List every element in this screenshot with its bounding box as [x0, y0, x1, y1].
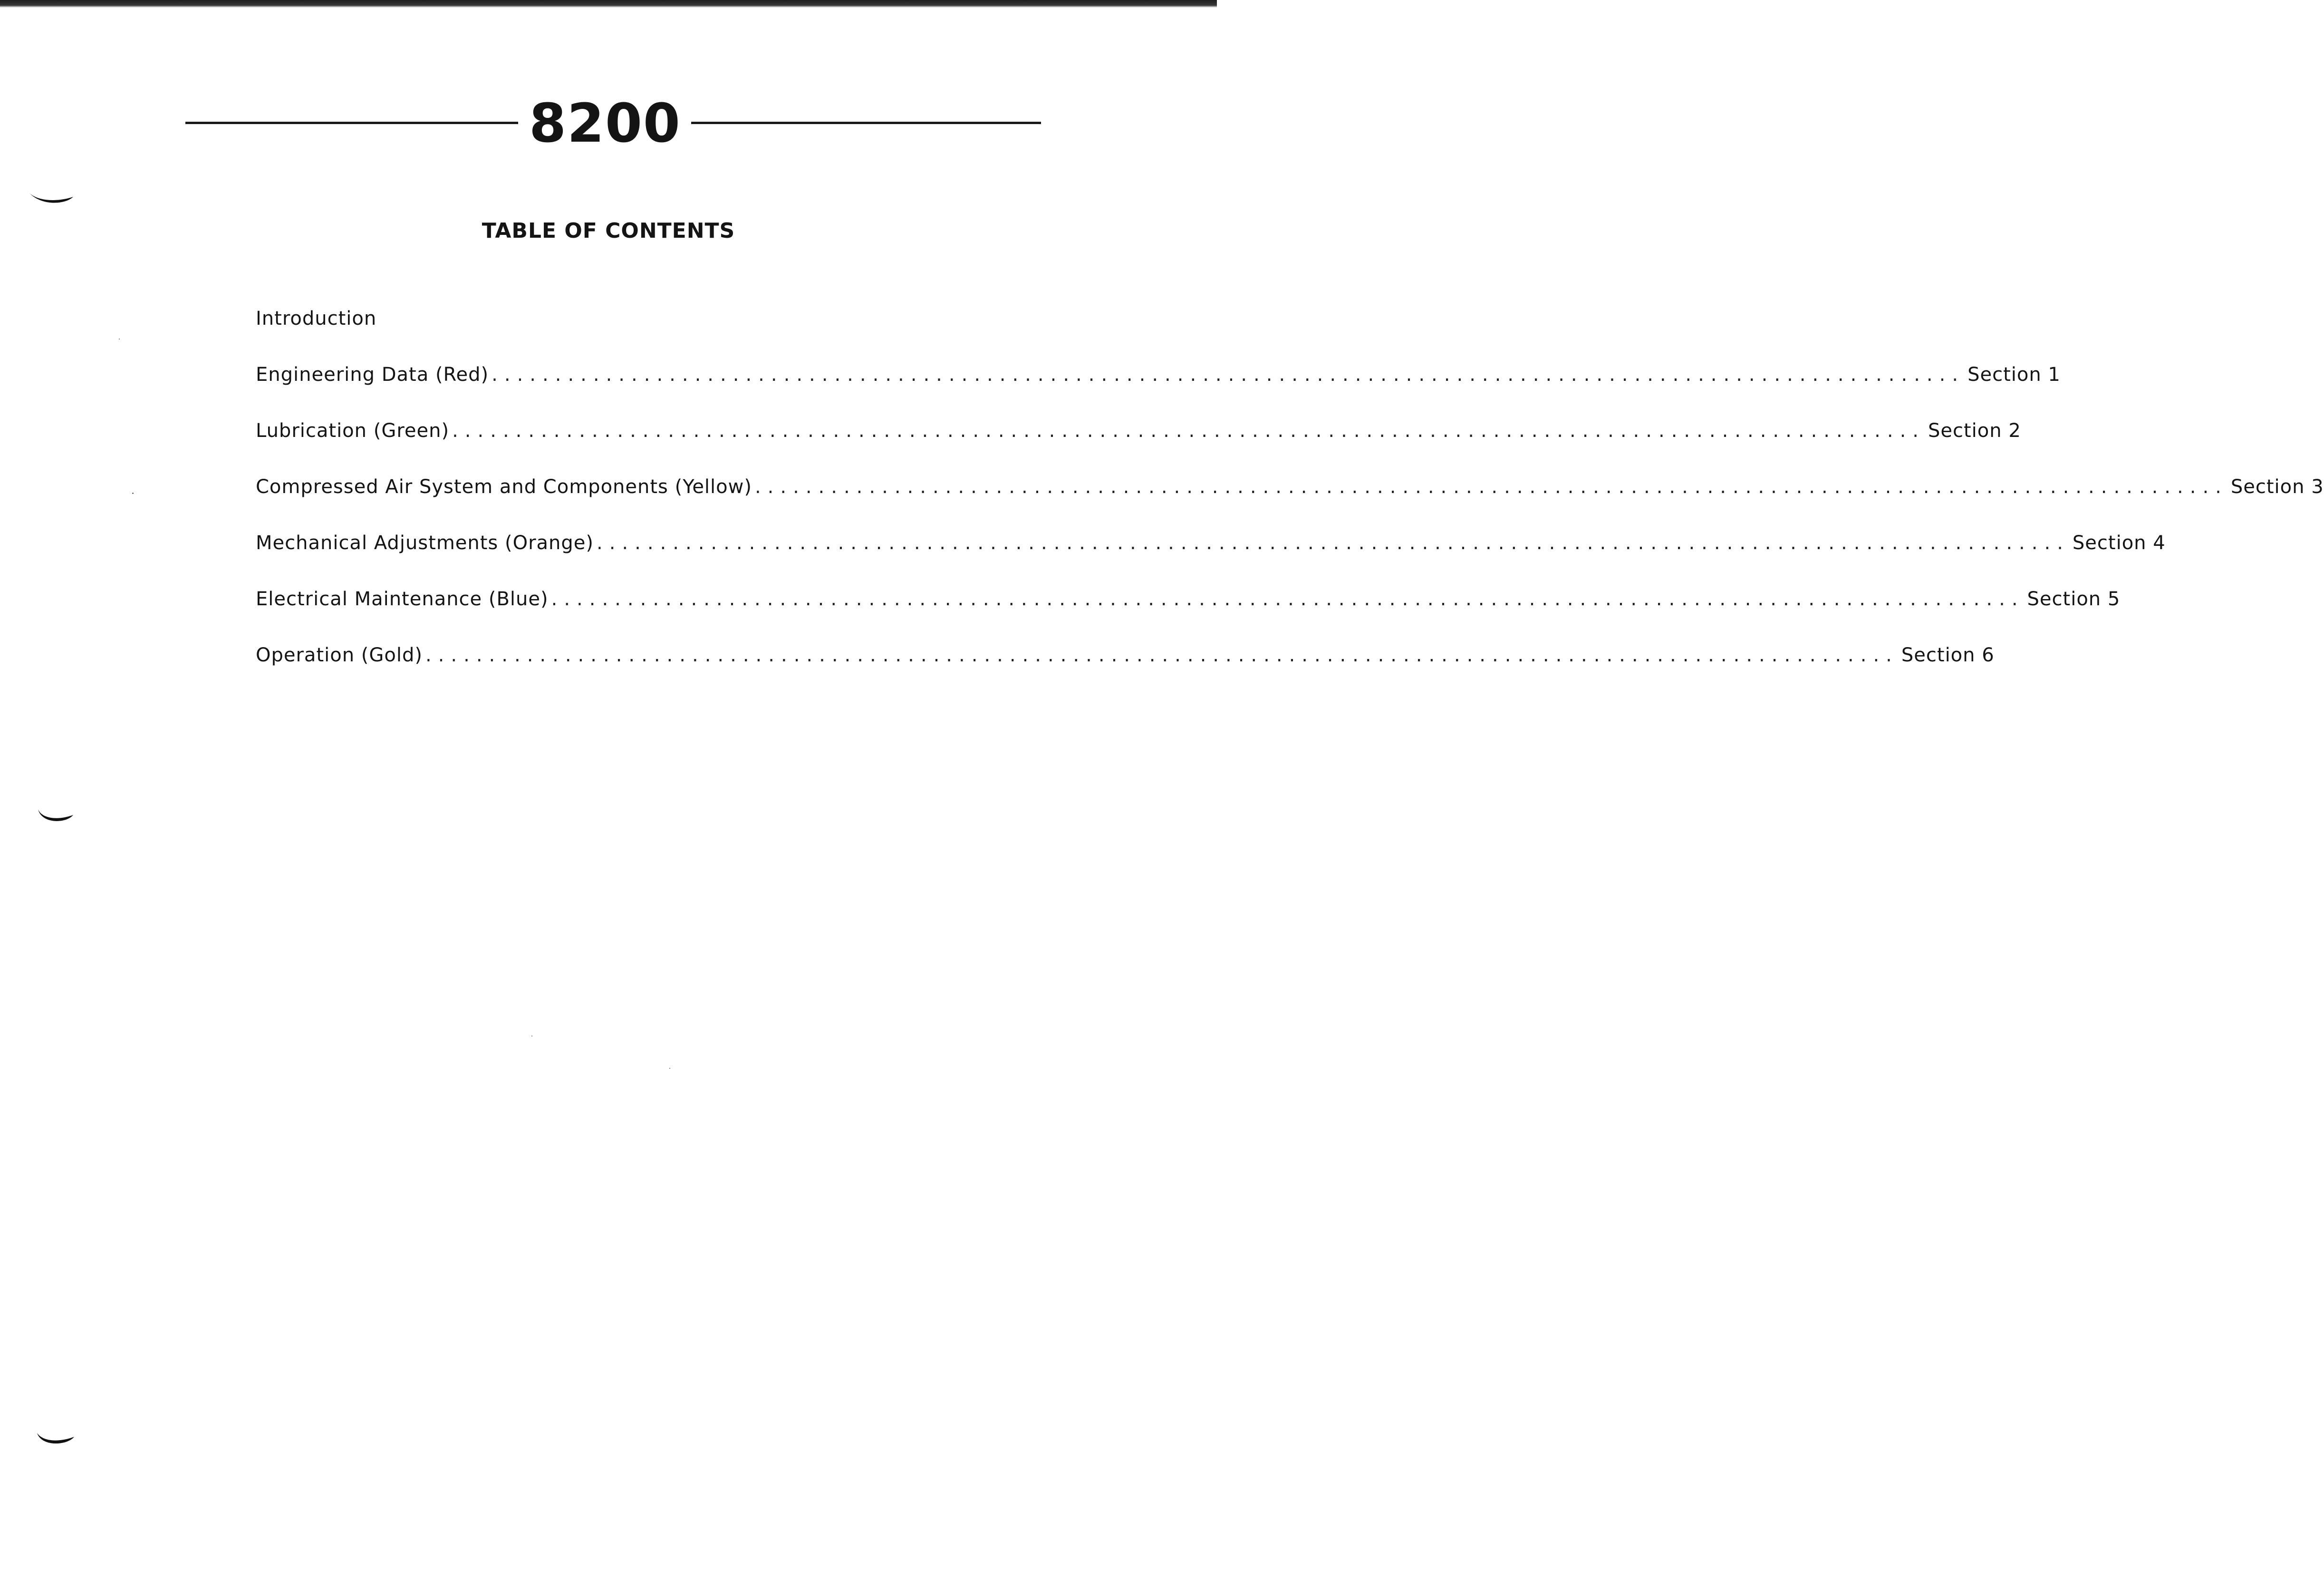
document-header	[185, 90, 1041, 157]
toc-title: TABLE OF CONTENTS	[482, 219, 735, 243]
dot-leader: ....................................................................................................................	[596, 532, 2070, 554]
toc-entry-introduction	[256, 304, 974, 360]
toc-entry-section: Section 4	[2072, 532, 2166, 554]
toc-entry-section: Section 6	[1901, 644, 1995, 666]
dot-leader: ....................................................................................................................	[754, 476, 2228, 498]
binder-hole-mark-bottom	[28, 1431, 75, 1450]
page-top-edge	[0, 0, 1217, 8]
toc-entry-mechanical-adjustments	[256, 529, 2166, 585]
toc-entry-section: Section 5	[2027, 588, 2121, 610]
toc-entry-electrical-maintenance	[256, 585, 2121, 641]
scan-speck	[669, 1068, 670, 1069]
dot-leader: ....................................................................................................................	[452, 420, 1925, 442]
toc-entry-label: Lubrication (Green)	[256, 420, 450, 442]
toc-entry-section: Section 1	[1967, 364, 2061, 386]
scan-speck	[132, 493, 134, 494]
toc-entry-section: Section 3	[2230, 476, 2324, 498]
binder-hole-mark-top	[28, 190, 75, 209]
table-of-contents	[256, 304, 2324, 697]
dot-leader: ....................................................................................................................	[551, 588, 2025, 610]
toc-entry-compressed-air	[256, 473, 2324, 529]
header-rule-right	[691, 122, 1041, 124]
dot-leader: ....................................................................................................................	[492, 364, 1965, 386]
toc-entry-label: Engineering Data (Red)	[256, 364, 489, 386]
toc-entry-label: Electrical Maintenance (Blue)	[256, 588, 549, 610]
toc-entry-label: Mechanical Adjustments (Orange)	[256, 532, 594, 554]
toc-entry-label: Operation (Gold)	[256, 644, 423, 666]
toc-entry-label: Introduction	[256, 308, 377, 329]
dot-leader: ....................................................................................................................	[425, 644, 1899, 666]
toc-entry-section: Section 2	[1928, 420, 2021, 442]
toc-entry-engineering-data	[256, 360, 2061, 416]
toc-entry-label: Compressed Air System and Components (Yellow)	[256, 476, 752, 498]
document-number: 8200	[529, 93, 681, 155]
header-rule-left	[185, 122, 518, 124]
toc-entry-lubrication	[256, 416, 2021, 473]
toc-entry-operation	[256, 641, 1995, 697]
binder-hole-mark-middle	[28, 808, 75, 827]
